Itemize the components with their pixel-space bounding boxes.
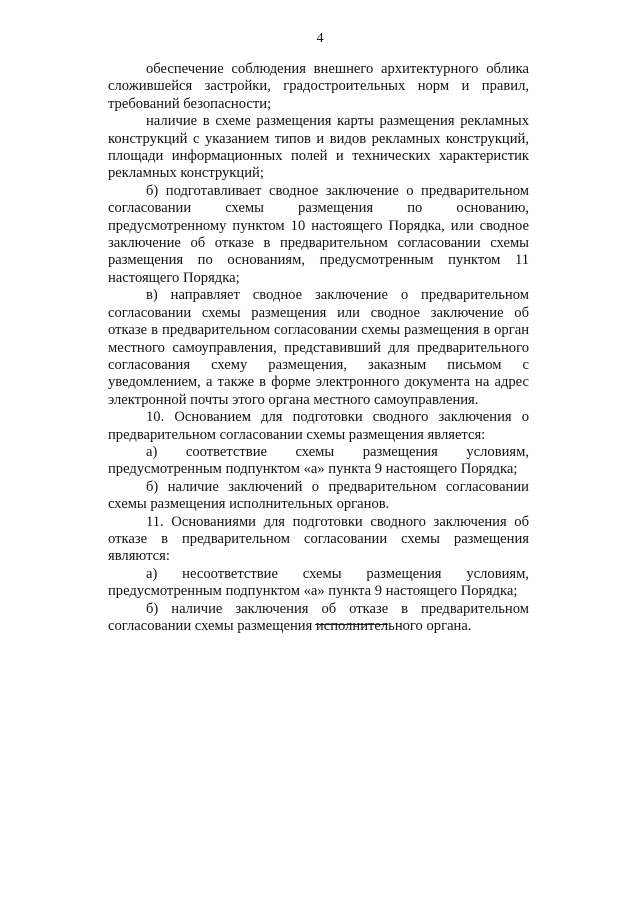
- paragraph-point-11-a: а) несоответствие схемы размещения условиям, предусмотренным подпунктом «а» пункта 9 настоящего Порядка;: [108, 565, 529, 600]
- paragraph-item-b-prepares-conclusion: б) подготавливает сводное заключение о предварительном согласовании схемы размещения по основанию, предусмотренному пунктом 10 настоящего Порядка, или сводное заключение об отказе в предварительном согласовании схемы размещения по основаниям, предусмотренным пунктом 11 настоящего Порядка;: [108, 182, 529, 286]
- paragraph-item-v-sends-conclusion: в) направляет сводное заключение о предварительном согласовании схемы размещения или сводное заключение об отказе в предварительном согласовании схемы размещения в орган местного самоуправления, представивший для предварительного согласования схему размещения, заказным письмом с уведомлением, а также в форме электронного документа на адрес электронной почты этого органа местного самоуправления.: [108, 287, 529, 408]
- end-of-text-divider: [315, 624, 388, 625]
- paragraph-point-11-b: б) наличие заключения об отказе в предварительном согласовании схемы размещения исполнительного органа.: [108, 600, 529, 634]
- page-number: 4: [316, 31, 324, 46]
- paragraph-placement-map: наличие в схеме размещения карты размещения рекламных конструкций с указанием типов и видов рекламных конструкций, площади информационных полей и технических характеристик рекламных конструкций;: [108, 113, 529, 182]
- paragraph-point-10: 10. Основанием для подготовки сводного заключения о предварительном согласовании схемы размещения является:: [108, 409, 529, 443]
- paragraph-point-10-b: б) наличие заключений о предварительном согласовании схемы размещения исполнительных органов.: [108, 478, 529, 513]
- paragraph-point-10-a: а) соответствие схемы размещения условиям, предусмотренным подпунктом «а» пункта 9 настоящего Порядка;: [108, 443, 529, 478]
- paragraph-architectural-appearance: обеспечение соблюдения внешнего архитектурного облика сложившейся застройки, градостроительных норм и правил, требований безопасности;: [108, 61, 529, 112]
- document-body: [108, 61, 529, 635]
- paragraph-point-11: 11. Основаниями для подготовки сводного заключения об отказе в предварительном согласовании схемы размещения являются:: [108, 513, 529, 565]
